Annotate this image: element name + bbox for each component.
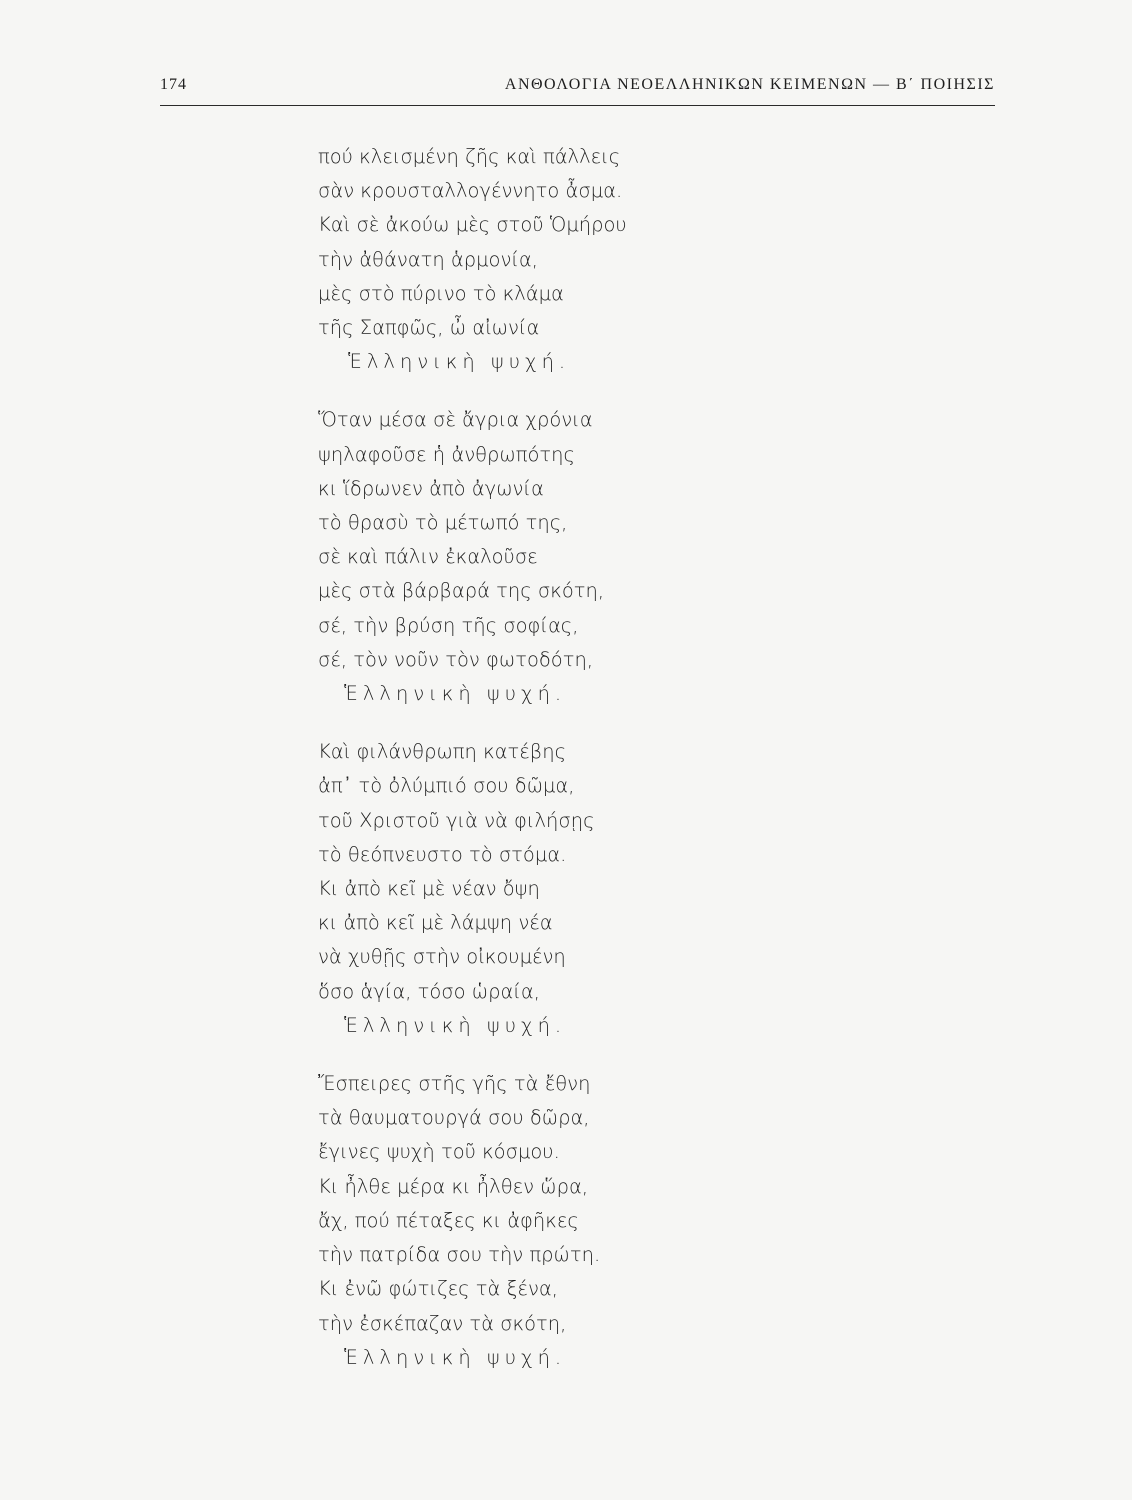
poem-line: μὲς στὰ βάρβαρά της σκότη,	[318, 579, 605, 603]
header-rule	[160, 105, 995, 106]
stanza-4	[318, 1067, 838, 1375]
page-number: 174	[160, 76, 187, 93]
poem-line: σέ, τὸν νοῦν τὸν φωτοδότη,	[318, 647, 594, 671]
poem-line: Κι ἐνῶ φώτιζες τὰ ξένα,	[318, 1277, 558, 1301]
stanza-2	[318, 403, 838, 711]
poem-line: τὴν πατρίδα σου τὴν πρώτη.	[318, 1243, 601, 1267]
poem-line: τὸ θεόπνευστο τὸ στόμα.	[318, 842, 567, 866]
poem-line: ψηλαφοῦσε ἡ ἀνθρωπότης	[318, 442, 575, 466]
poem-refrain: Ἑλληνικὴ ψυχή.	[344, 1013, 567, 1037]
poem-line: Καὶ σὲ ἀκούω μὲς στοῦ Ὁμήρου	[318, 213, 627, 237]
poem-refrain: Ἑλληνικὴ ψυχή.	[348, 350, 571, 374]
poem-line: σὰν κρουσταλλογέννητο ἆσμα.	[318, 179, 623, 203]
poem-line: νὰ χυθῇς στὴν οἰκουμένη	[318, 945, 566, 969]
poem-line: μὲς στὸ πύρινο τὸ κλάμα	[318, 281, 564, 305]
poem-refrain: Ἑλληνικὴ ψυχή.	[344, 1345, 567, 1369]
poem-line: κι ἀπὸ κεῖ μὲ λάμψη νέα	[318, 911, 553, 935]
poem-refrain: Ἑλληνικὴ ψυχή.	[344, 682, 567, 706]
stanza-3	[318, 735, 838, 1043]
poem-line: Κι ἀπὸ κεῖ μὲ νέαν ὄψη	[318, 877, 540, 901]
poem-line: τὴν ἀθάνατη ἁρμονία,	[318, 247, 538, 271]
poem-line: τὴν ἐσκέπαζαν τὰ σκότη,	[318, 1311, 567, 1335]
poem	[318, 140, 838, 1399]
running-head-title: ΑΝΘΟΛΟΓΙΑ ΝΕΟΕΛΛΗΝΙΚΩΝ ΚΕΙΜΕΝΩΝ — Β΄ ΠΟΙΗΣΙΣ	[504, 76, 995, 93]
poem-line: τοῦ Χριστοῦ γιὰ νὰ φιλήσῃς	[318, 808, 595, 832]
poem-line: Ἔσπειρες στῆς γῆς τὰ ἔθνη	[318, 1072, 591, 1096]
poem-line: Κι ἦλθε μέρα κι ἦλθεν ὥρα,	[318, 1174, 589, 1198]
running-head	[160, 76, 995, 104]
poem-line: σὲ καὶ πάλιν ἐκαλοῦσε	[318, 545, 538, 569]
poem-line: πού κλεισμένη ζῆς καὶ πάλλεις	[318, 145, 621, 168]
stanza-1	[318, 140, 838, 379]
poem-line: τὸ θρασὺ τὸ μέτωπό της,	[318, 511, 568, 535]
poem-line: σέ, τὴν βρύση τῆς σοφίας,	[318, 613, 579, 637]
poem-line: τῆς Σαπφῶς, ὦ αἰωνία	[318, 316, 540, 340]
poem-line: ὅσο ἁγία, τόσο ὡραία,	[318, 979, 540, 1003]
poem-line: ἄχ, πού πέταξες κι ἀφῆκες	[318, 1208, 579, 1232]
poem-line: ἔγινες ψυχὴ τοῦ κόσμου.	[318, 1140, 560, 1164]
poem-line: Καὶ φιλάνθρωπη κατέβης	[318, 740, 567, 764]
poem-line: κι ἵδρωνεν ἀπὸ ἀγωνία	[318, 476, 544, 500]
poem-line: ἀπ᾿ τὸ ὀλύμπιό σου δῶμα,	[318, 774, 575, 798]
poem-line: τὰ θαυματουργά σου δῶρα,	[318, 1106, 590, 1130]
poem-line: Ὅταν μέσα σὲ ἄγρια χρόνια	[318, 408, 593, 432]
